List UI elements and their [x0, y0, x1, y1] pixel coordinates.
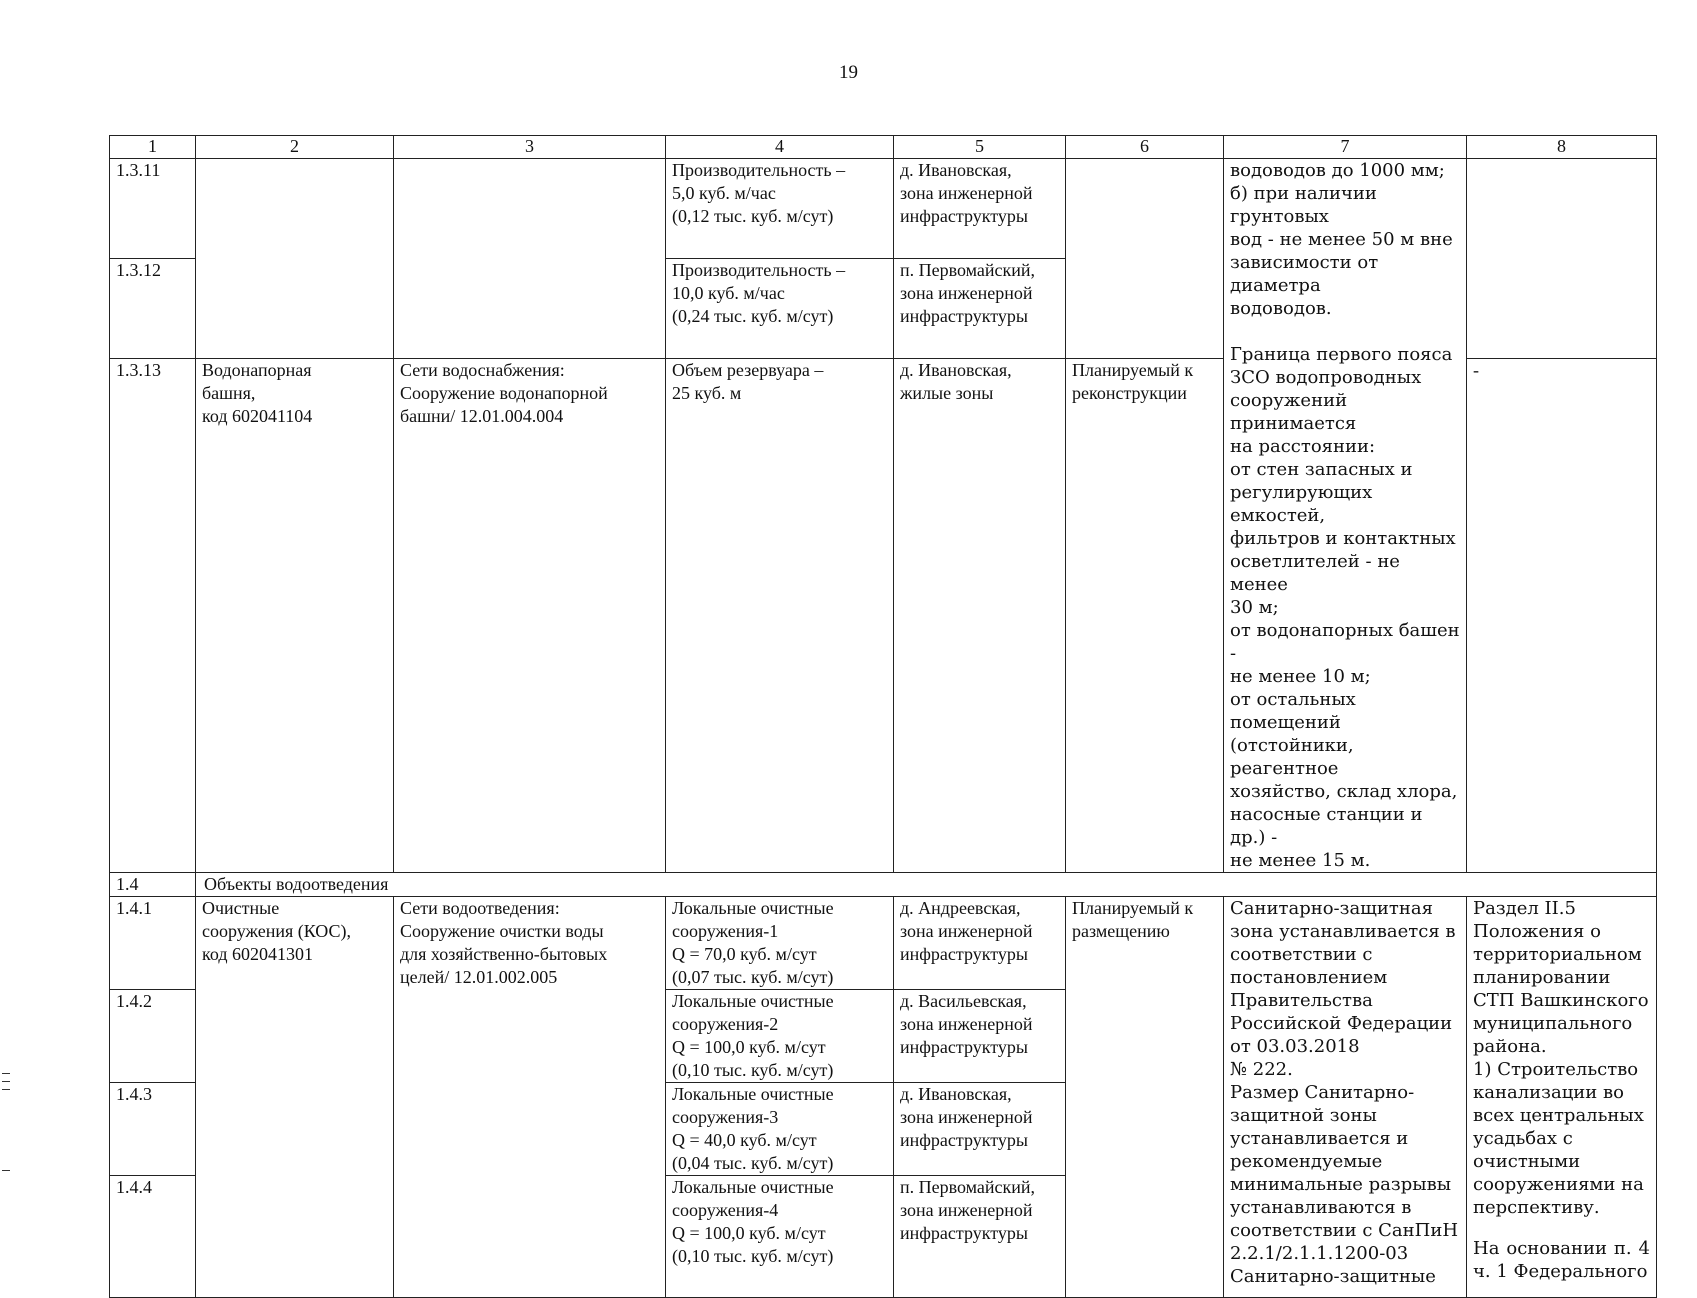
- object-name-cell: Водонапорная башня, код 602041104: [196, 358, 394, 872]
- scan-edge-mark: [2, 1170, 10, 1171]
- column-header: 1: [110, 136, 196, 159]
- column-number-row: [110, 136, 1657, 159]
- cell-empty: [394, 159, 666, 359]
- location-cell: д. Ивановская, жилые зоны: [894, 358, 1066, 872]
- protection-zone-text: водоводов до 1000 мм; б) при наличии грунтовых вод - не менее 50 м вне зависимости от диаметра водоводов. Граница первого пояса ЗСО водопроводных сооружений принимается на расстоянии: от стен запасных и регулирующих емкостей, фильтров и контактных осветлителей - не менее 30 м; от водонапорных башен - не менее 10 м; от остальных помещений (отстойники, реагентное хозяйство, склад хлора, насосные станции и др.) - не менее 15 м.: [1224, 159, 1467, 873]
- object-name-cell: Очистные сооружения (КОС), код 602041301: [196, 897, 394, 1298]
- table-row-1-3-11: [110, 159, 1657, 259]
- column-header: 6: [1066, 136, 1224, 159]
- cell-empty: [196, 159, 394, 359]
- basis-cell: [1467, 897, 1657, 1298]
- location-cell: п. Первомайский, зона инженерной инфраструктуры: [894, 258, 1066, 358]
- row-number: 1.3.13: [110, 358, 196, 872]
- scan-edge-mark: [2, 1081, 10, 1082]
- cell-empty: [1467, 159, 1657, 359]
- column-header: 4: [666, 136, 894, 159]
- section-title: Объекты водоотведения: [196, 873, 1657, 897]
- row-number: 1.4.1: [110, 897, 196, 990]
- cell-empty: [1066, 159, 1224, 359]
- capacity-cell: Производительность – 5,0 куб. м/час (0,12 тыс. куб. м/сут): [666, 159, 894, 259]
- capacity-cell: Локальные очистные сооружения-4 Q = 100,0 куб. м/сут (0,10 тыс. куб. м/сут): [666, 1176, 894, 1298]
- row-number: 1.4.3: [110, 1083, 196, 1176]
- network-type-cell: Сети водоснабжения: Сооружение водонапорной башни/ 12.01.004.004: [394, 358, 666, 872]
- basis-text: Раздел II.5 Положения о территориальном планировании СТП Вашкинского муниципального района. 1) Строительство канализации во всех центральных усадьбах с очистными сооружениями на перспективу.: [1473, 898, 1649, 1218]
- location-cell: п. Первомайский, зона инженерной инфраструктуры: [894, 1176, 1066, 1298]
- network-type-cell: Сети водоотведения: Сооружение очистки воды для хозяйственно-бытовых целей/ 12.01.002.005: [394, 897, 666, 1298]
- row-number: 1.4.4: [110, 1176, 196, 1298]
- page-number: 19: [839, 62, 858, 83]
- scan-edge-mark: [2, 1089, 10, 1090]
- column-header: 2: [196, 136, 394, 159]
- capacity-cell: Локальные очистные сооружения-3 Q = 40,0 куб. м/сут (0,04 тыс. куб. м/сут): [666, 1083, 894, 1176]
- capacity-cell: Объем резервуара – 25 куб. м: [666, 358, 894, 872]
- document-table: [109, 135, 1657, 1298]
- status-cell: Планируемый к размещению: [1066, 897, 1224, 1298]
- capacity-cell: Локальные очистные сооружения-2 Q = 100,0 куб. м/сут (0,10 тыс. куб. м/сут): [666, 990, 894, 1083]
- sanitary-zone-text: Санитарно-защитная зона устанавливается в соответствии с постановлением Правительства Российской Федерации от 03.03.2018 № 222. Размер Санитарно- защитной зоны устанавливается и рекомендуемые минимальные разрывы устанавливаются в соответствии с СанПиН 2.2.1/2.1.1.1200-03 Санитарно-защитные: [1224, 897, 1467, 1298]
- basis-text-continued: На основании п. 4 ч. 1 Федерального: [1473, 1238, 1650, 1282]
- location-cell: д. Андреевская, зона инженерной инфраструктуры: [894, 897, 1066, 990]
- basis-cell: -: [1467, 358, 1657, 872]
- section-number: 1.4: [110, 873, 196, 897]
- location-cell: д. Васильевская, зона инженерной инфраструктуры: [894, 990, 1066, 1083]
- column-header: 3: [394, 136, 666, 159]
- scan-edge-mark: [2, 1073, 10, 1074]
- column-header: 8: [1467, 136, 1657, 159]
- location-cell: д. Ивановская, зона инженерной инфраструктуры: [894, 159, 1066, 259]
- row-number: 1.3.11: [110, 159, 196, 259]
- table-row-1-4-1: [110, 897, 1657, 990]
- location-cell: д. Ивановская, зона инженерной инфраструктуры: [894, 1083, 1066, 1176]
- capacity-cell: Производительность – 10,0 куб. м/час (0,24 тыс. куб. м/сут): [666, 258, 894, 358]
- section-row: [110, 873, 1657, 897]
- status-cell: Планируемый к реконструкции: [1066, 358, 1224, 872]
- column-header: 5: [894, 136, 1066, 159]
- row-number: 1.3.12: [110, 258, 196, 358]
- row-number: 1.4.2: [110, 990, 196, 1083]
- capacity-cell: Локальные очистные сооружения-1 Q = 70,0 куб. м/сут (0,07 тыс. куб. м/сут): [666, 897, 894, 990]
- column-header: 7: [1224, 136, 1467, 159]
